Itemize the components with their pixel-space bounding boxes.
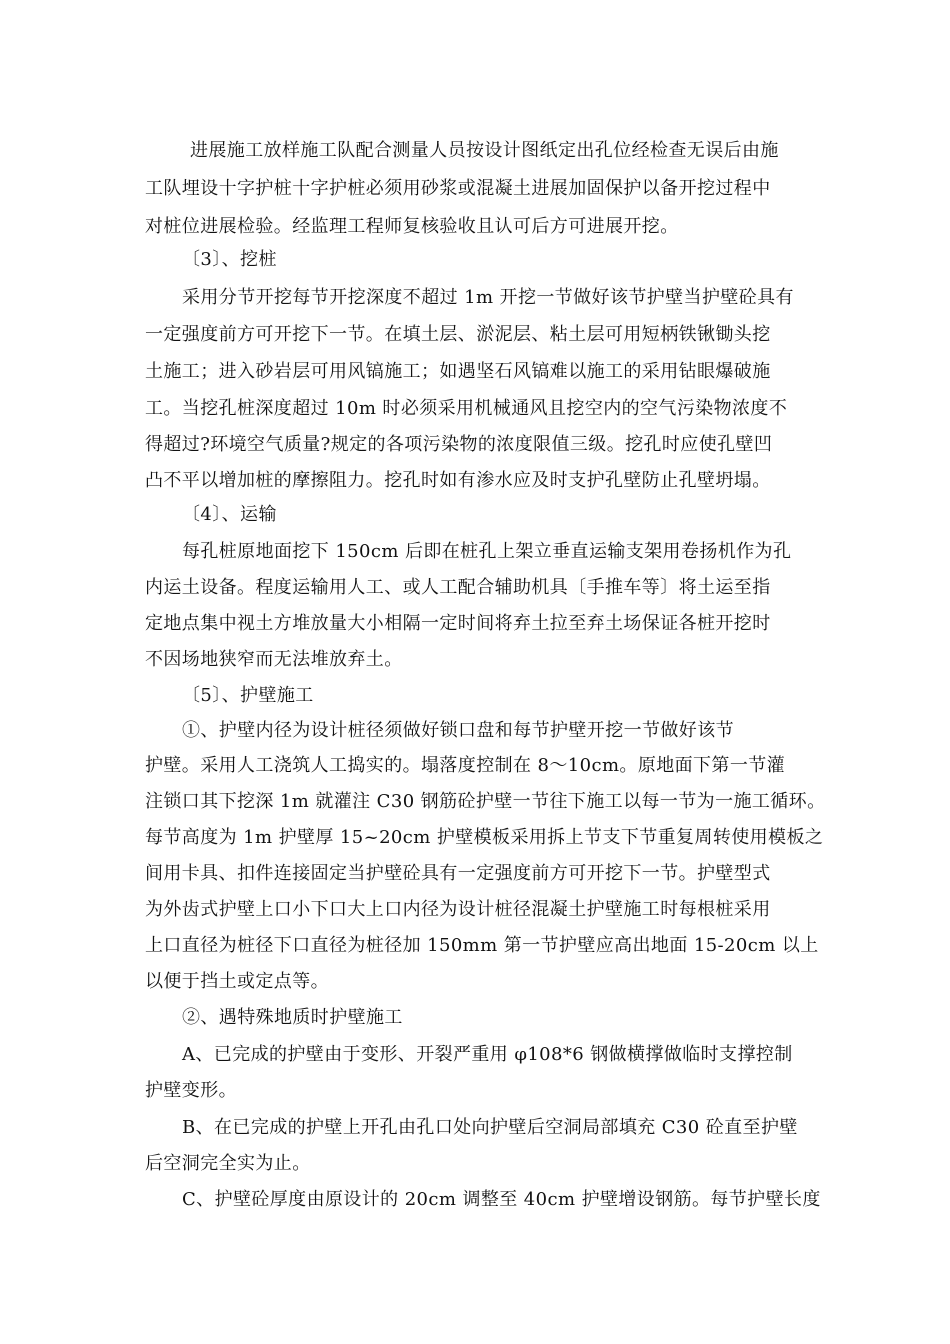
paragraph-line-22: 为外齿式护壁上口小下口大上口内径为设计桩径混凝土护壁施工时每根桩采用	[145, 899, 771, 920]
paragraph-line-21: 间用卡具、扣件连接固定当护壁砼具有一定强度前方可开挖下一节。护壁型式	[145, 863, 771, 884]
paragraph-line-8: 工。当挖孔桩深度超过 10m 时必须采用机械通风且挖空内的空气污染物浓度不	[145, 398, 788, 419]
paragraph-line-28: B、在已完成的护壁上开孔由孔口处向护壁后空洞局部填充 C30 砼直至护壁	[182, 1117, 798, 1138]
paragraph-line-29: 后空洞完全实为止。	[145, 1153, 311, 1174]
paragraph-line-17: ①、护壁内径为设计桩径须做好锁口盘和每节护壁开挖一节做好该节	[182, 720, 734, 741]
paragraph-line-19: 注锁口其下挖深 1m 就灌注 C30 钢筋砼护壁一节往下施工以每一节为一施工循环。	[145, 791, 826, 812]
section-heading-dig-pile: 〔3〕、挖桩	[182, 249, 277, 270]
paragraph-line-14: 定地点集中视土方堆放量大小相隔一定时间将弃土拉至弃土场保证各桩开挖时	[145, 613, 771, 634]
paragraph-line-20: 每节高度为 1m 护壁厚 15~20cm 护壁模板采用拆上节支下节重复周转使用模板之	[145, 827, 824, 848]
paragraph-line-23: 上口直径为桩径下口直径为桩径加 150mm 第一节护壁应高出地面 15-20cm 以上	[145, 935, 819, 956]
paragraph-line-18: 护壁。采用人工浇筑人工捣实的。塌落度控制在 8～10cm。原地面下第一节灌	[145, 755, 786, 776]
paragraph-line-15: 不因场地狭窄而无法堆放弃土。	[145, 649, 403, 670]
paragraph-line-30: C、护壁砼厚度由原设计的 20cm 调整至 40cm 护壁增设钢筋。每节护壁长度	[182, 1189, 821, 1210]
section-heading-transport: 〔4〕、运输	[182, 504, 277, 525]
paragraph-line-2: 工队埋设十字护桩十字护桩必须用砂浆或混凝土进展加固保护以备开挖过程中	[145, 178, 771, 199]
paragraph-line-3: 对桩位进展检验。经监理工程师复核验收且认可后方可进展开挖。	[145, 216, 679, 237]
paragraph-line-12: 每孔桩原地面挖下 150cm 后即在桩孔上架立垂直运输支架用卷扬机作为孔	[182, 541, 792, 562]
paragraph-line-13: 内运土设备。程度运输用人工、或人工配合辅助机具〔手推车等〕将土运至指	[145, 577, 771, 598]
section-heading-retaining-wall: 〔5〕、护壁施工	[182, 685, 314, 706]
paragraph-line-1: 进展施工放样施工队配合测量人员按设计图纸定出孔位经检查无误后由施	[190, 140, 779, 161]
paragraph-line-10: 凸不平以增加桩的摩擦阻力。挖孔时如有渗水应及时支护孔壁防止孔壁坍塌。	[145, 470, 771, 491]
paragraph-line-26: A、已完成的护壁由于变形、开裂严重用 φ108*6 钢做横撑做临时支撑控制	[182, 1044, 793, 1065]
paragraph-line-27: 护壁变形。	[145, 1080, 237, 1101]
paragraph-line-24: 以便于挡土或定点等。	[145, 971, 329, 992]
paragraph-line-7: 土施工；进入砂岩层可用风镐施工；如遇坚石风镐难以施工的采用钻眼爆破施	[145, 361, 771, 382]
paragraph-line-9: 得超过?环境空气质量?规定的各项污染物的浓度限值三级。挖孔时应使孔壁凹	[145, 434, 773, 455]
subheading-special-geology: ②、遇特殊地质时护壁施工	[182, 1007, 403, 1028]
paragraph-line-5: 采用分节开挖每节开挖深度不超过 1m 开挖一节做好该节护壁当护壁砼具有	[182, 287, 794, 308]
paragraph-line-6: 一定强度前方可开挖下一节。在填土层、淤泥层、粘土层可用短柄铁锹锄头挖	[145, 324, 771, 345]
